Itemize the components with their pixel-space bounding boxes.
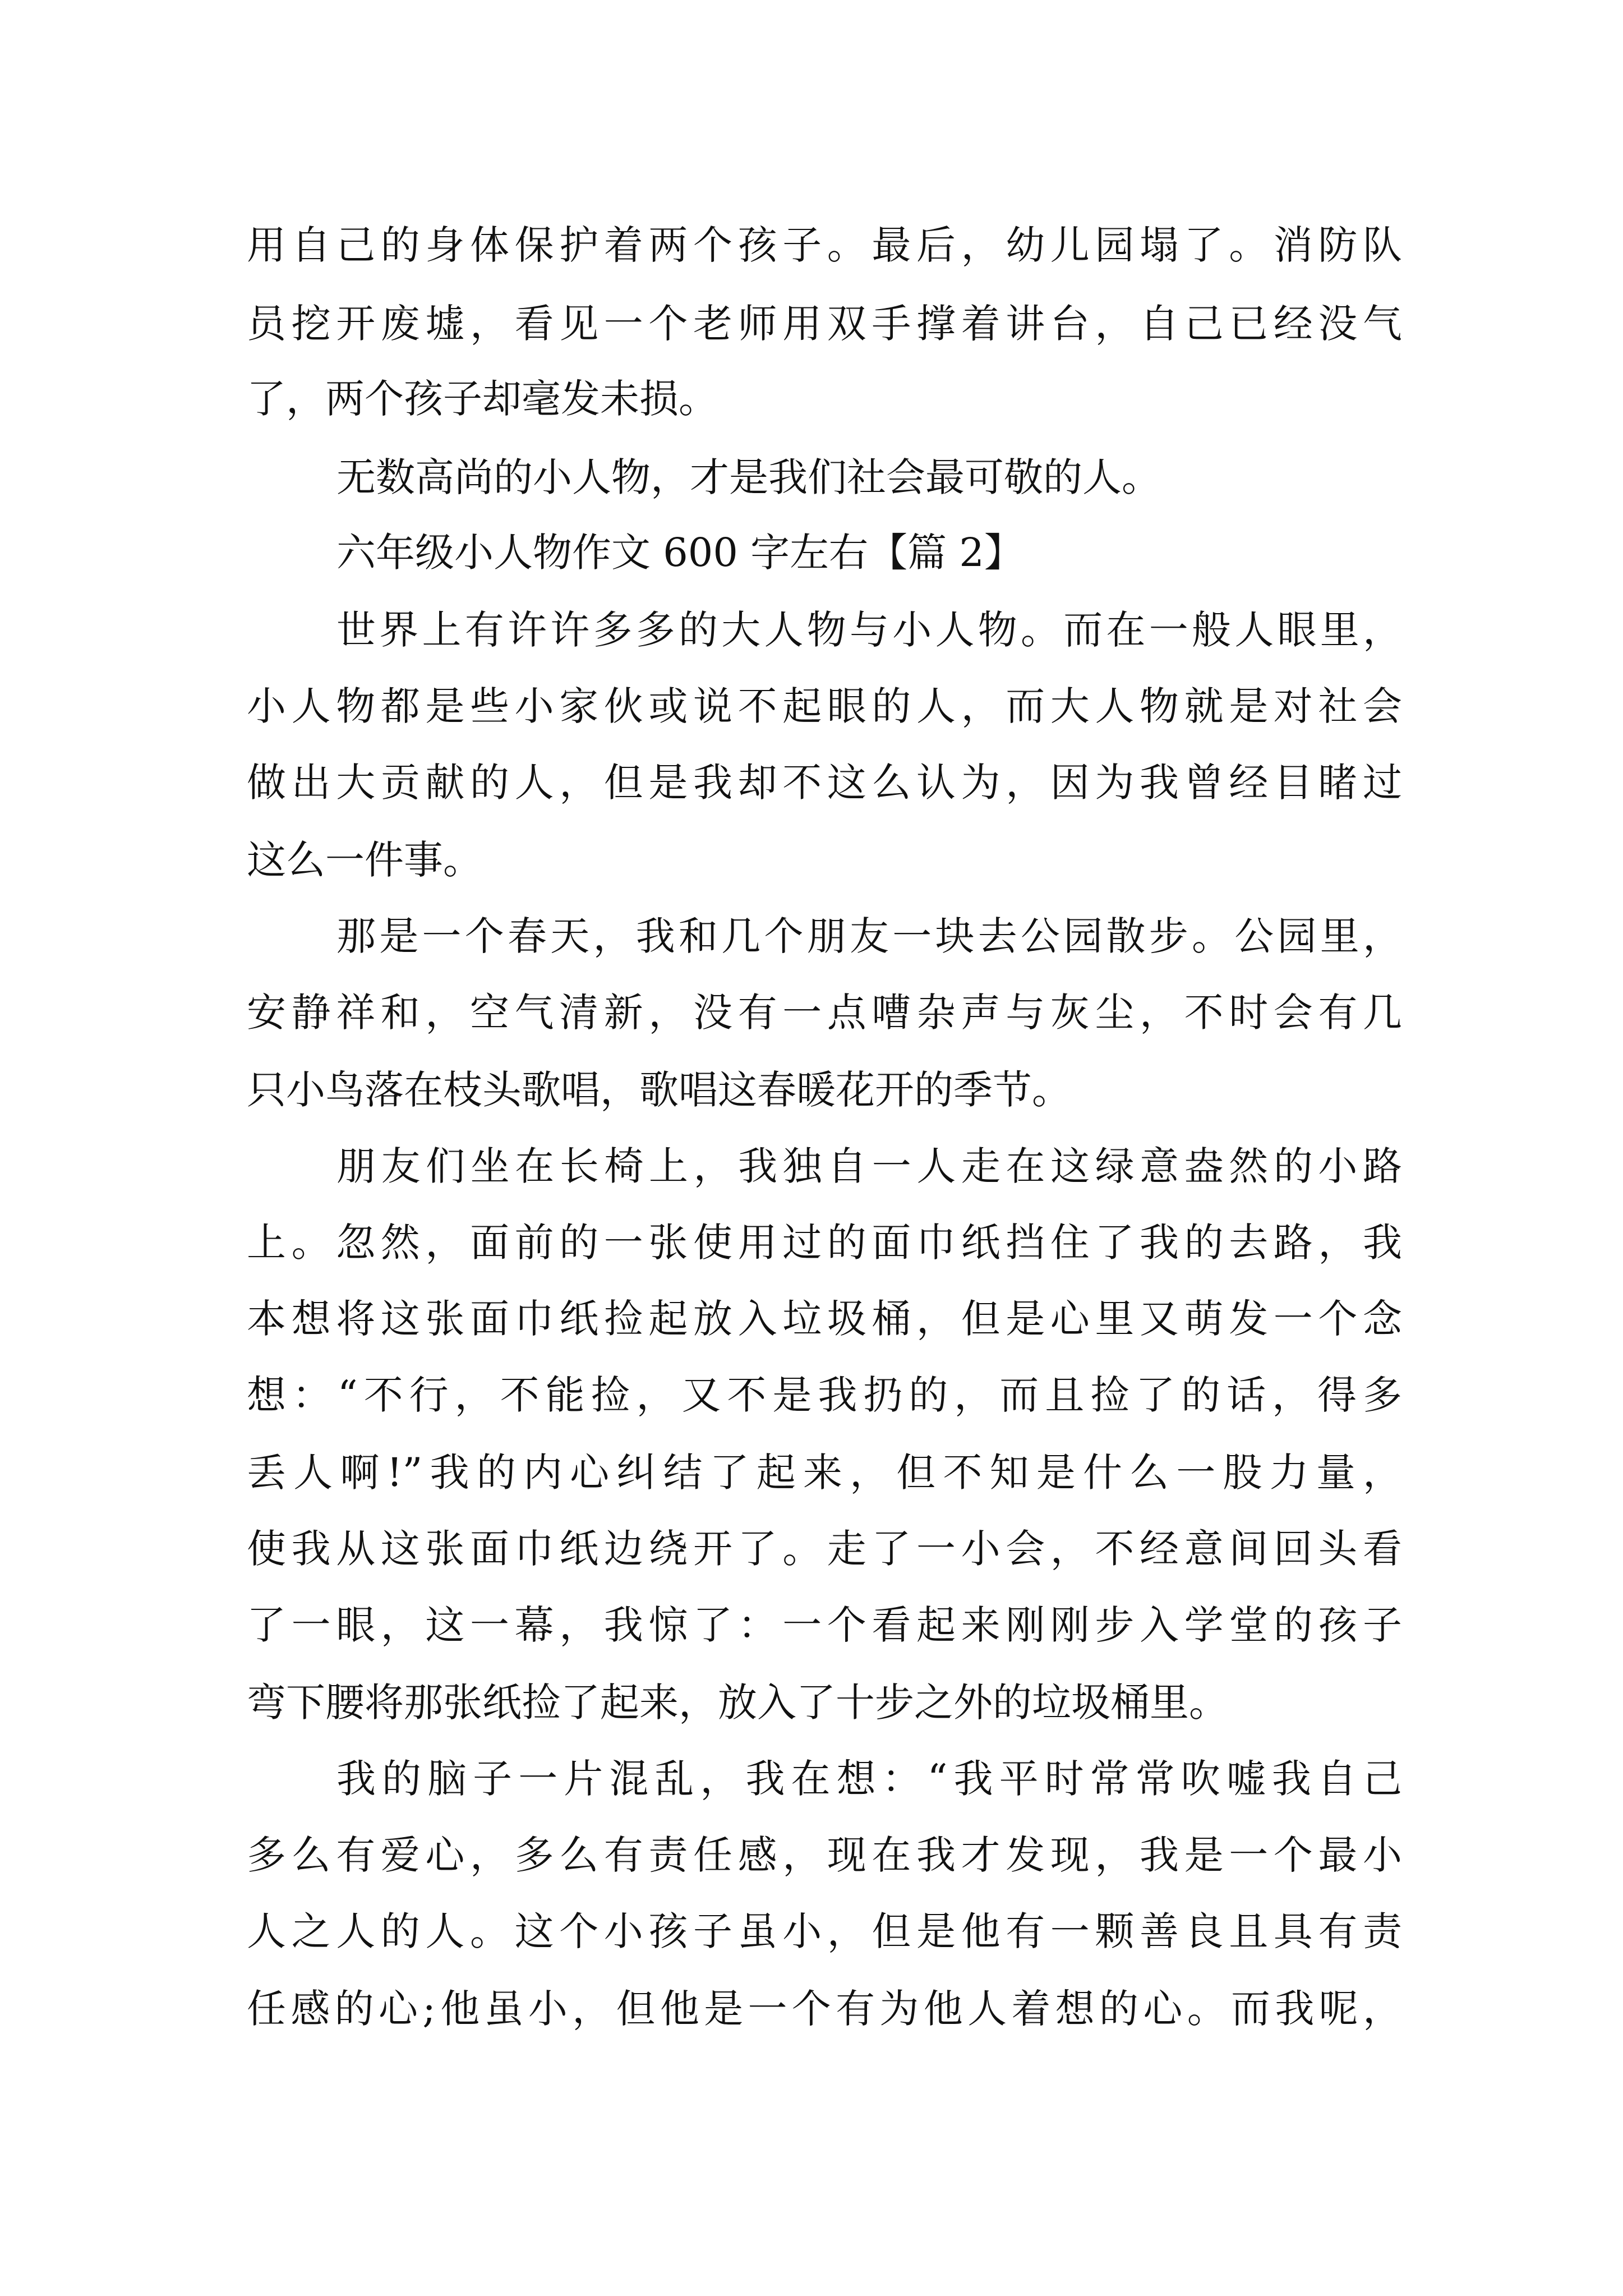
text-line: 了，两个孩子却毫发未损。 bbox=[247, 376, 718, 422]
text-line: 朋友们坐在长椅上，我独自一人走在这绿意盎然的小路 bbox=[336, 1143, 1402, 1189]
text-line: 弯下腰将那张纸捡了起来，放入了十步之外的垃圾桶里。 bbox=[247, 1680, 1228, 1726]
text-line: 多么有爱心，多么有责任感，现在我才发现，我是一个最小 bbox=[247, 1832, 1402, 1878]
text-line: 想：“不行，不能捡，又不是我扔的，而且捡了的话，得多 bbox=[247, 1372, 1402, 1418]
text-line: 无数高尚的小人物，才是我们社会最可敬的人。 bbox=[336, 454, 1161, 500]
text-line: 丢人啊!”我的内心纠结了起来，但不知是什么一股力量， bbox=[247, 1450, 1402, 1496]
text-line: 使我从这张面巾纸边绕开了。走了一小会，不经意间回头看 bbox=[247, 1526, 1402, 1572]
text-line: 本想将这张面巾纸捡起放入垃圾桶，但是心里又萌发一个念 bbox=[247, 1296, 1402, 1342]
text-line: 小人物都是些小家伙或说不起眼的人，而大人物就是对社会 bbox=[247, 683, 1402, 729]
text-line: 做出大贡献的人，但是我却不这么认为，因为我曾经目睹过 bbox=[247, 760, 1402, 806]
text-line: 我的脑子一片混乱，我在想：“我平时常常吹嘘我自己 bbox=[336, 1756, 1402, 1802]
text-line: 上。忽然，面前的一张使用过的面巾纸挡住了我的去路，我 bbox=[247, 1220, 1402, 1266]
text-line: 世界上有许许多多的大人物与小人物。而在一般人眼里， bbox=[336, 607, 1402, 653]
text-line: 了一眼，这一幕，我惊了：一个看起来刚刚步入学堂的孩子 bbox=[247, 1602, 1402, 1648]
text-line: 人之人的人。这个小孩子虽小，但是他有一颗善良且具有责 bbox=[247, 1908, 1402, 1954]
text-line: 任感的心;他虽小，但他是一个有为他人着想的心。而我呢， bbox=[247, 1986, 1402, 2032]
text-line: 这么一件事。 bbox=[247, 837, 482, 883]
text-line: 员挖开废墟，看见一个老师用双手撑着讲台，自己已经没气 bbox=[247, 301, 1402, 347]
text-line: 用自己的身体保护着两个孩子。最后，幼儿园塌了。消防队 bbox=[247, 222, 1402, 268]
text-line: 安静祥和，空气清新，没有一点嘈杂声与灰尘，不时会有几 bbox=[247, 990, 1402, 1036]
text-line: 只小鸟落在枝头歌唱，歌唱这春暖花开的季节。 bbox=[247, 1067, 1071, 1113]
section-heading: 六年级小人物作文 600 字左右【篇 2】 bbox=[336, 530, 1023, 576]
text-line: 那是一个春天，我和几个朋友一块去公园散步。公园里， bbox=[336, 913, 1402, 959]
